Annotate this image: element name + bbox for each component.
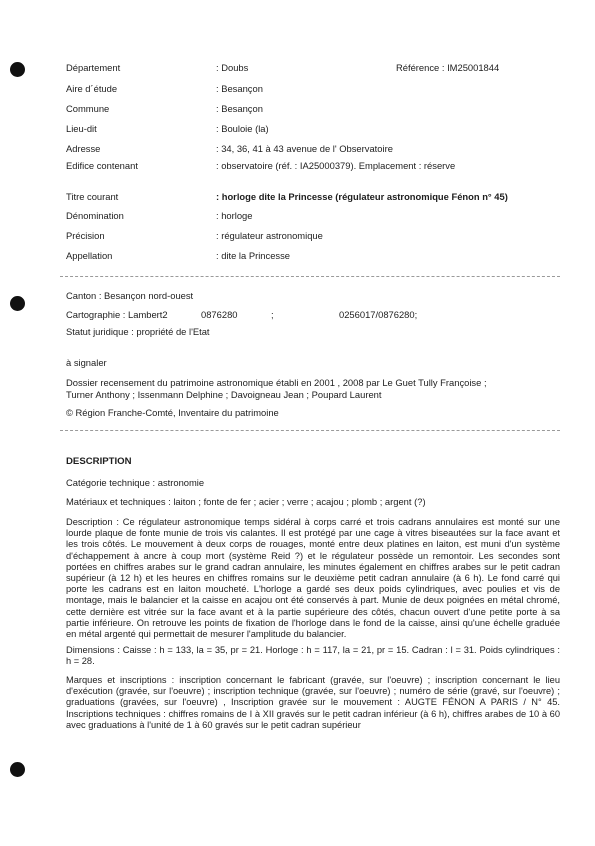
dimensions-text: Dimensions : Caisse : h = 133, la = 35, pr = 21. Horloge : h = 117, la = 21, pr = 15. Cadran : l = 31. Poids cylindriques : h = 28. bbox=[66, 645, 560, 667]
punch-hole bbox=[10, 296, 25, 311]
titre-value: : horloge dite la Princesse (régulateur astronomique Fénon n° 45) bbox=[216, 191, 508, 202]
dossier-line-2: Turner Anthony ; Issenmann Delphine ; Davoigneau Jean ; Poupard Laurent bbox=[66, 389, 382, 400]
denomination-value: : horloge bbox=[216, 210, 253, 221]
edifice-label: Edifice contenant bbox=[66, 160, 138, 171]
statut-juridique: Statut juridique : propriété de l'Etat bbox=[66, 326, 210, 337]
precision-label: Précision bbox=[66, 230, 105, 241]
adresse-row bbox=[66, 143, 565, 157]
materiaux-techniques: Matériaux et techniques : laiton ; fonte de fer ; acier ; verre ; acajou ; plomb ; argent (?) bbox=[66, 496, 426, 507]
precision-row bbox=[66, 230, 565, 244]
adresse-label: Adresse bbox=[66, 143, 101, 154]
titre-label: Titre courant bbox=[66, 191, 119, 202]
departement-value: : Doubs bbox=[216, 62, 249, 73]
divider bbox=[60, 430, 560, 431]
copyright: © Région Franche-Comté, Inventaire du patrimoine bbox=[66, 407, 279, 418]
aire-label: Aire d´étude bbox=[66, 83, 118, 94]
divider bbox=[60, 276, 560, 277]
precision-value: : régulateur astronomique bbox=[216, 230, 323, 241]
appellation-row bbox=[66, 250, 565, 264]
cartographie-separator: ; bbox=[271, 309, 274, 320]
departement-row bbox=[66, 62, 565, 76]
cartographie-x: 0876280 bbox=[201, 309, 238, 320]
departement-label: Département bbox=[66, 62, 121, 73]
punch-hole bbox=[10, 62, 25, 77]
description-heading: DESCRIPTION bbox=[66, 456, 132, 467]
lieudit-value: : Bouloie (la) bbox=[216, 123, 269, 134]
aire-row bbox=[66, 83, 565, 97]
edifice-value: : observatoire (réf. : IA25000379). Emplacement : réserve bbox=[216, 160, 456, 171]
cartographie-row bbox=[66, 309, 486, 320]
description-text: Description : Ce régulateur astronomique temps sidéral à corps carré et trois cadrans annulaires est monté sur une lourde plaque de fonte munie de trois vis calantes. Il est protégé par une cage à vitres biseautées sur la face avant et les trois côtés. Le mouvement à deux corps de rouages, monté entre deux platines en laiton, est muni d'un système d'échappement à ancre à coup mort (système Reid ?) et le régulateur possède un remontoir. Les secondes sont portées en chiffres arabes sur le grand cadran annulaire, les minutes également en chiffres arabes sur le petit cadran supérieur (à 12 h) et les heures en chiffres romains sur le deuxième petit cadran annulaire (à 6 h). Le fond carré qui porte les cadrans est en laiton moucheté. L'horloge a gardé ses deux poids cylindriques, avec poulies et vis de montage, mais le balancier et la caisse en acajou ont été conservés à part. Munie de deux poignées en métal chromé, cette dernière est vitrée sur la face avant et à la partie supérieure des côtés, chacun ouvert d'une petite porte à sa partie inférieure. On retrouve les points de fixation de l'horloge dans le fond de la caisse, ainsi qu'une échelle graduée en métal argenté qui permettait de mesurer l'amplitude du balancier. bbox=[66, 517, 560, 640]
marques-inscriptions-text: Marques et inscriptions : inscription concernant le fabricant (gravée, sur l'oeuvre) ; inscription concernant le lieu d'exécution (gravée, sur l'oeuvre) ; inscription technique (gravée, sur l'oeuvre) ; numéro de série (gravé, sur l'oeuvre) ; graduations (gravées, sur l'oeuvre) , Inscription gravée sur le mouvement : AUGTE FÉNON A PARIS / N° 45. Inscriptions techniques : chiffres romains de I à XII gravés sur le petit cadran inférieur (à 6 h), chiffres arabes de 10 à 60 avec graduations à l'unité de 1 à 60 gravés sur le petit cadran supérieur bbox=[66, 675, 560, 730]
cartographie-label: Cartographie : Lambert2 bbox=[66, 309, 168, 320]
edifice-row bbox=[66, 160, 565, 174]
a-signaler: à signaler bbox=[66, 357, 107, 368]
appellation-label: Appellation bbox=[66, 250, 113, 261]
lieudit-label: Lieu-dit bbox=[66, 123, 97, 134]
aire-value: : Besançon bbox=[216, 83, 263, 94]
appellation-value: : dite la Princesse bbox=[216, 250, 290, 261]
lieudit-row bbox=[66, 123, 565, 137]
punch-hole bbox=[10, 762, 25, 777]
canton: Canton : Besançon nord-ouest bbox=[66, 290, 194, 301]
titre-row bbox=[66, 191, 565, 205]
commune-row bbox=[66, 103, 565, 117]
categorie-technique: Catégorie technique : astronomie bbox=[66, 477, 205, 488]
adresse-value: : 34, 36, 41 à 43 avenue de l' Observatoire bbox=[216, 143, 393, 154]
denomination-label: Dénomination bbox=[66, 210, 124, 221]
denomination-row bbox=[66, 210, 565, 224]
cartographie-coords: 0256017/0876280; bbox=[339, 309, 418, 320]
commune-value: : Besançon bbox=[216, 103, 263, 114]
dossier-line-1: Dossier recensement du patrimoine astronomique établi en 2001 , 2008 par Le Guet Tully Françoise ; bbox=[66, 377, 487, 388]
commune-label: Commune bbox=[66, 103, 110, 114]
reference: Référence : IM25001844 bbox=[396, 62, 500, 73]
